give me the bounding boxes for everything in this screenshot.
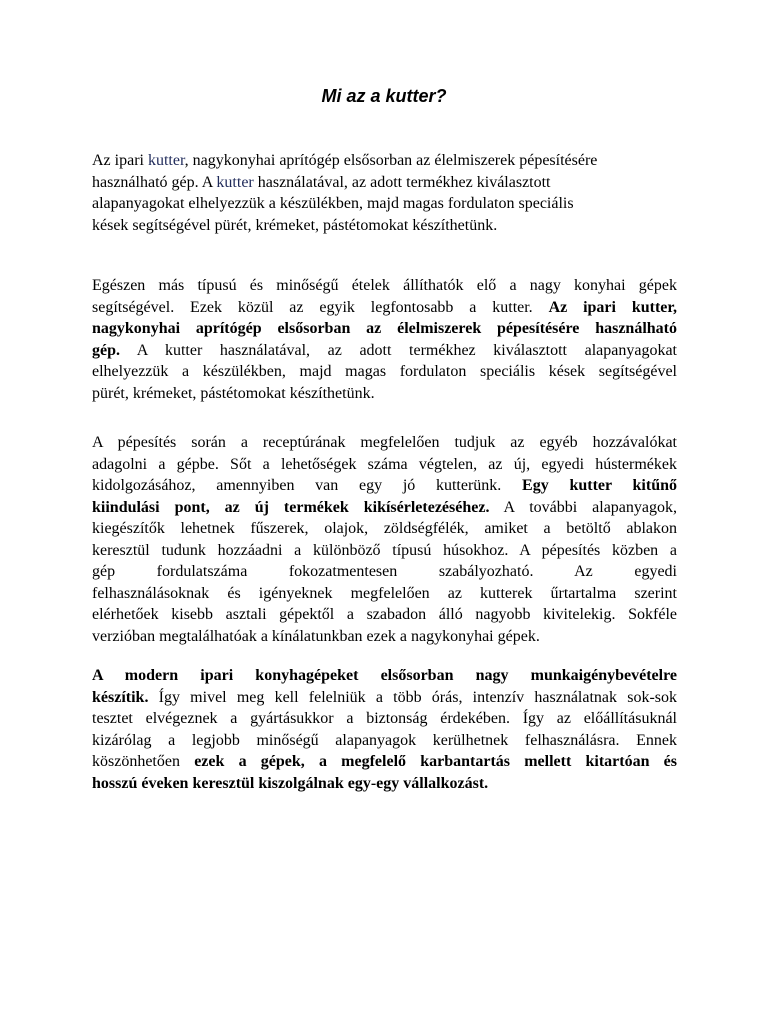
paragraph-1-line-4: kések segítségével pürét, krémeket, pástétomokat készíthetünk. [92,216,498,234]
text: A kutter használatával, az adott termékhez kiválasztott alapanyagokat [120,341,677,359]
paragraph-1-line-3: alapanyagokat elhelyezzük a készülékben, majd magas fordulaton speciális [92,195,574,212]
paragraph-3-line-3 [92,475,677,497]
bold-text: kiindulási pont, az új termékek kikísérletezéséhez. [92,498,490,516]
paragraph-3-line-9: elérhetőek kisebb asztali gépektől a szabadon álló nagyobb kivitelekig. Sokféle [92,606,677,623]
text: A további alapanyagok, [489,498,677,516]
bold-text: ezek a gépek, a megfelelő karbantartás mellett kitartóan és [194,753,677,770]
paragraph-3-line-7: gép fordulatszáma fokozatmentesen szabályozható. Az egyedi [92,563,677,580]
keyword-link-kutter[interactable]: kutter [147,152,185,169]
paragraph-2-line-6: pürét, krémeket, pástétomokat készíthetünk. [92,384,375,402]
paragraph-3-line-2: adagolni a gépbe. Sőt a lehetőségek száma végtelen, az új, egyedi hústermékek [92,455,677,473]
paragraph-4-line-2 [92,687,677,709]
paragraph-4-line-5 [92,751,677,773]
text: Az ipari [92,152,148,169]
text: , nagykonyhai aprítógép elsősorban az élelmiszerek pépesítésére [184,152,598,169]
paragraph-3-line-10: verzióban megtalálhatóak a kínálatunkban ezek a nagykonyhai gépek. [92,627,540,645]
bold-text: készítik. [92,688,149,706]
keyword-link-kutter[interactable]: kutter [216,173,254,191]
paragraph-2-line-3: nagykonyhai aprítógép elsősorban az élelmiszerek pépesítésére használható [92,320,677,337]
bold-text: gép. [92,341,120,359]
paragraph-4 [92,665,677,794]
paragraph-1-line-2 [92,172,677,194]
paragraph-4-line-4: kizárólag a legjobb minőségű alapanyagok kerülhetnek felhasználásra. Ennek [92,731,677,749]
paragraph-3-line-6: keresztül tudunk hozzáadni a különböző típusú húsokhoz. A pépesítés közben a [92,541,677,559]
paragraph-1 [92,150,677,236]
bold-text: Az ipari kutter, [548,298,678,316]
paragraph-2-line-4 [92,340,677,362]
text: köszönhetően [92,753,195,770]
text: használatával, az adott termékhez kiválasztott [253,173,551,191]
page-title: Mi az a kutter? [321,86,447,106]
paragraph-3-line-4 [92,497,677,519]
paragraph-2-line-2 [92,297,677,319]
paragraph-3-line-8: felhasználásoknak és igényeknek megfelelően az kutterek űrtartalma szerint [92,584,677,602]
paragraph-4-line-1: A modern ipari konyhagépeket elsősorban nagy munkaigénybevételre [92,667,677,684]
paragraph-2-line-5: elhelyezzük a készülékben, majd magas fordulaton speciális kések segítségével [92,363,677,380]
paragraph-2-line-1: Egészen más típusú és minőségű ételek állíthatók elő a nagy konyhai gépek [92,277,677,294]
text: használható gép. A [92,173,217,191]
text: Így mivel meg kell felelniük a több órás, intenzív használatnak sok-sok [148,688,677,706]
bold-text: Egy kutter kitűnő [522,477,678,494]
text: segítségével. Ezek közül az egyik legfontosabb a kutter. [92,298,533,316]
paragraph-4-line-6: hosszú éveken keresztül kiszolgálnak egy-egy vállalkozást. [92,774,489,792]
paragraph-4-line-3: tesztet elvégeznek a gyártásukkor a biztonság érdekében. Így az előállításuknál [92,710,677,727]
paragraph-2 [92,275,677,404]
paragraph-3 [92,432,677,647]
paragraph-3-line-5: kiegészítők lehetnek fűszerek, olajok, zöldségfélék, amiket a betöltő ablakon [92,520,677,537]
paragraph-3-line-1: A pépesítés során a receptúrának megfelelően tudjuk az egyéb hozzávalókat [92,434,677,451]
paragraph-1-line-1 [92,150,677,172]
text: kidolgozásához, amennyiben van egy jó kutterünk. [92,477,502,494]
